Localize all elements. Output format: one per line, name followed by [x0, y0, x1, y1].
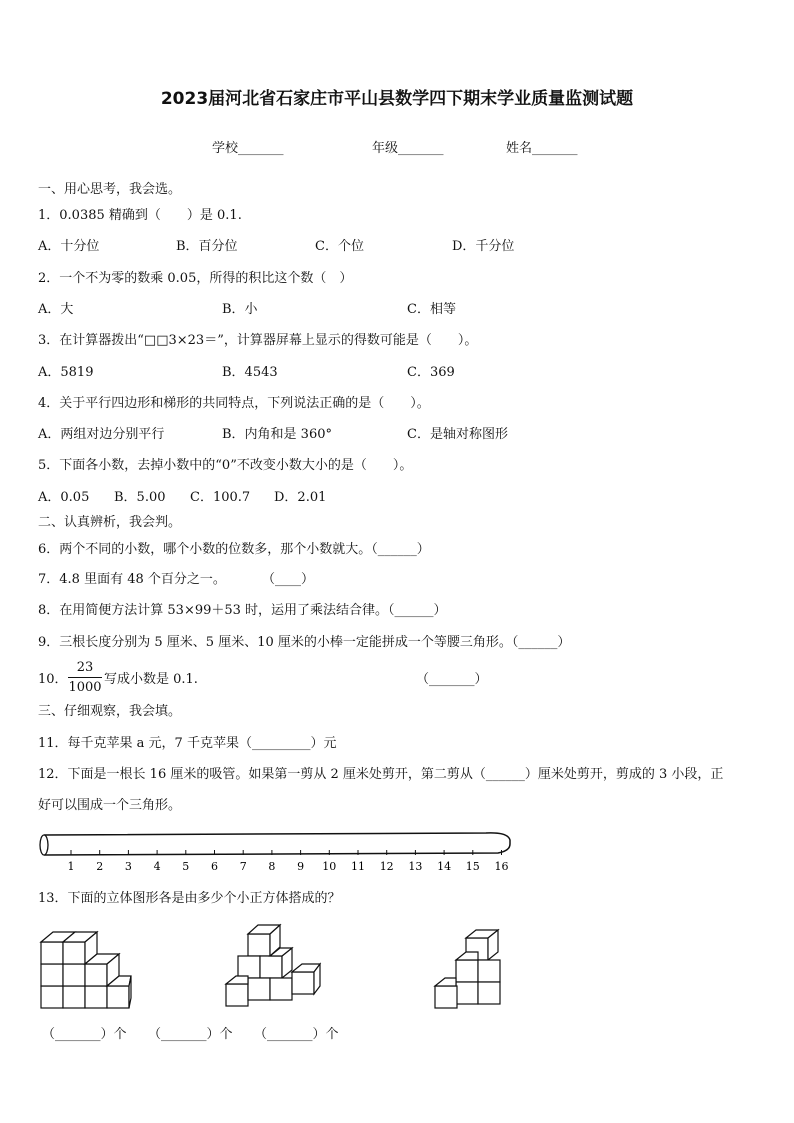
ruler-label: 13	[408, 860, 423, 873]
q1-option-b[interactable]: B．百分位	[176, 239, 238, 254]
ruler-label: 2	[96, 860, 104, 873]
question-2: 2．一个不为零的数乘 0.05，所得的积比这个数（ ）	[38, 271, 353, 286]
q1-option-d[interactable]: D．千分位	[452, 239, 515, 254]
ruler-label: 10	[322, 860, 337, 873]
question-4: 4．关于平行四边形和梯形的共同特点，下列说法正确的是（ ）。	[38, 396, 430, 411]
fraction-denominator: 1000	[68, 680, 102, 695]
section-heading: 三、仔细观察，我会填。	[38, 704, 182, 719]
q13-answer-2[interactable]: （_______）个	[148, 1027, 233, 1042]
q2-option-b[interactable]: B．小	[222, 302, 258, 317]
question-1: 1．0.0385 精确到（ ）是 0.1.	[38, 208, 242, 223]
ruler-label: 11	[351, 860, 365, 873]
question-6: 6．两个不同的小数，哪个小数的位数多，那个小数就大。（______）	[38, 542, 430, 557]
q4-option-a[interactable]: A．两组对边分别平行	[38, 427, 165, 442]
q2-option-c[interactable]: C．相等	[407, 302, 456, 317]
question-12-line2: 好可以围成一个三角形。	[38, 798, 182, 813]
q5-option-d[interactable]: D．2.01	[274, 490, 327, 505]
ruler-label: 12	[379, 860, 394, 873]
question-8: 8．在用简便方法计算 53×99＋53 时，运用了乘法结合律。（______）	[38, 603, 447, 618]
q3-option-b[interactable]: B．4543	[222, 365, 278, 380]
q2-option-a[interactable]: A．大	[38, 302, 74, 317]
ruler-label: 9	[297, 860, 305, 873]
ruler-label: 6	[211, 860, 218, 873]
question-13: 13．下面的立体图形各是由多少个小正方体搭成的？	[38, 891, 341, 906]
ruler-label: 8	[268, 860, 276, 873]
ruler-label: 1	[67, 860, 75, 873]
question-11: 11．每千克苹果 a 元，7 千克苹果（_________）元	[38, 736, 337, 751]
question-5: 5．下面各小数，去掉小数中的“0”不改变小数大小的是（ ）。	[38, 458, 413, 473]
q10-answer-blank[interactable]: （_______）	[416, 672, 488, 687]
section-heading: 二、认真辨析，我会判。	[38, 515, 182, 530]
question-9: 9．三根长度分别为 5 厘米、5 厘米、10 厘米的小棒一定能拼成一个等腰三角形。（______）	[38, 635, 571, 650]
cube-figure-3	[432, 926, 504, 1016]
page-title: 2023届河北省石家庄市平山县数学四下期末学业质量监测试题	[160, 89, 634, 109]
question-10-text: 写成小数是 0.1.	[104, 672, 198, 687]
fraction	[68, 660, 102, 696]
question-12-line1: 12．下面是一根长 16 厘米的吸管。如果第一剪从 2 厘米处剪开，第二剪从（______）厘米处剪开，剪成的 3 小段，正	[38, 767, 724, 782]
q4-option-c[interactable]: C．是轴对称图形	[407, 427, 508, 442]
q13-answer-3[interactable]: （_______）个	[254, 1027, 339, 1042]
q1-option-c[interactable]: C．个位	[315, 239, 364, 254]
question-10-number: 10．	[38, 672, 68, 687]
question-7: 7．4.8 里面有 48 个百分之一。	[38, 572, 226, 587]
cube-figure-2	[224, 920, 324, 1012]
q13-answer-1[interactable]: （_______）个	[42, 1027, 127, 1042]
q1-option-a[interactable]: A．十分位	[38, 239, 100, 254]
straw-ruler-figure	[36, 826, 516, 878]
name-field[interactable]: 姓名_______	[506, 141, 578, 156]
ruler-label: 15	[465, 860, 480, 873]
ruler-label: 4	[153, 860, 161, 873]
ruler-label: 16	[494, 860, 509, 873]
school-field[interactable]: 学校_______	[212, 141, 284, 156]
q3-option-c[interactable]: C．369	[407, 365, 455, 380]
q5-option-b[interactable]: B．5.00	[114, 490, 166, 505]
ruler-label: 14	[437, 860, 452, 873]
ruler-label: 3	[124, 860, 132, 873]
q5-option-a[interactable]: A．0.05	[38, 490, 90, 505]
grade-field[interactable]: 年级_______	[372, 141, 444, 156]
fraction-numerator: 23	[76, 660, 94, 675]
q4-option-b[interactable]: B．内角和是 360°	[222, 427, 332, 442]
q7-answer-blank[interactable]: （____）	[262, 572, 315, 587]
question-3: 3．在计算器拨出“□□3×23＝”，计算器屏幕上显示的得数可能是（ ）。	[38, 333, 478, 348]
ruler-label: 5	[182, 860, 190, 873]
cube-figure-1	[38, 926, 134, 1016]
ruler-label: 7	[239, 860, 247, 873]
q5-option-c[interactable]: C．100.7	[190, 490, 251, 505]
section-heading: 一、用心思考，我会选。	[38, 182, 182, 197]
q3-option-a[interactable]: A．5819	[38, 365, 94, 380]
